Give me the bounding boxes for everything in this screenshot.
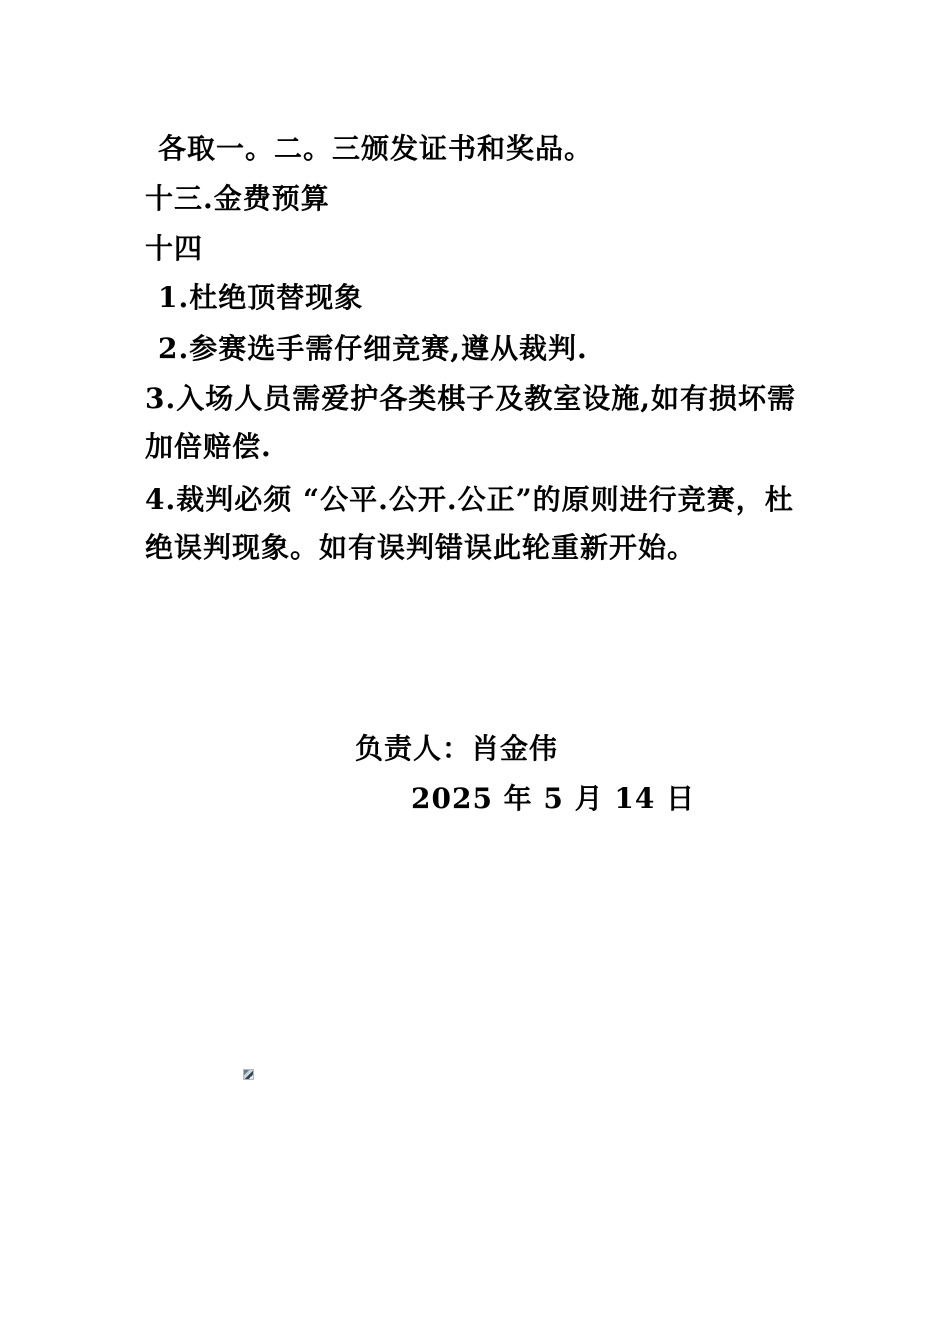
image-thumbnail-icon	[243, 1069, 254, 1080]
rule-3: 3.入场人员需爱护各类棋子及教室设施,如有损坏需加倍赔偿.	[145, 382, 796, 463]
rule-4: 4.裁判必须 “公平.公开.公正”的原则进行竞赛，杜绝误判现象。如有误判错误此轮重新开始。	[145, 483, 794, 564]
rule-1: 1.杜绝顶替现象	[158, 281, 364, 314]
section-13-heading: 十三.金费预算	[145, 182, 330, 215]
section-14-heading: 十四	[145, 232, 204, 265]
award-line: 各取一。二。三颁发证书和奖品。	[158, 132, 594, 165]
responsible-person: 负责人：肖金伟	[355, 732, 559, 765]
rule-2: 2.参赛选手需仔细竞赛,遵从裁判.	[158, 332, 588, 365]
document-date: 2025 年 5 月 14 日	[411, 782, 696, 815]
